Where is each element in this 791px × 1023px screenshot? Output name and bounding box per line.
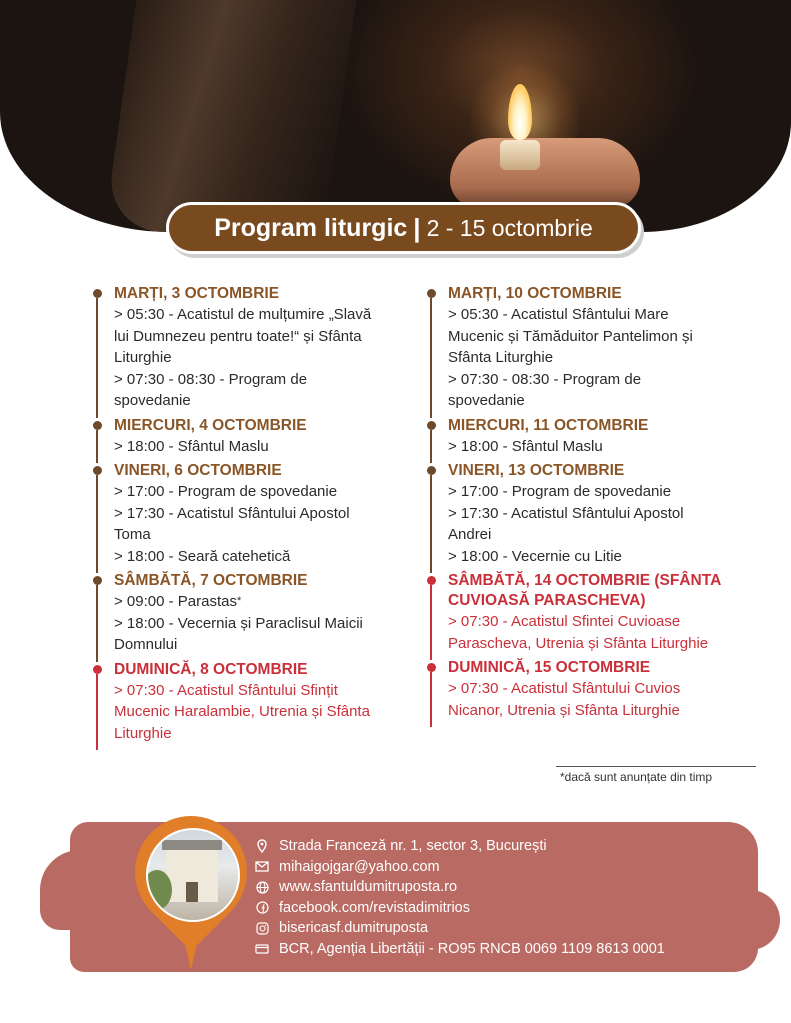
facebook-row[interactable] xyxy=(254,898,665,919)
event-line: Parascheva, Utrenia și Sfânta Liturghie xyxy=(448,634,709,652)
event-line: > 05:30 - Acatistul de mulțumire „Slavă xyxy=(114,306,372,323)
timeline-bar xyxy=(430,585,432,660)
schedule-column-right xyxy=(430,284,750,725)
day-title: VINERI, 6 OCTOMBRIE xyxy=(114,462,282,479)
facebook-icon xyxy=(254,901,270,915)
event-line: > 17:00 - Program de spovedanie xyxy=(448,483,672,500)
website-link[interactable]: www.sfantuldumitruposta.ro xyxy=(279,879,458,896)
location-pin-icon xyxy=(254,839,270,853)
day-title: SÂMBĂTĂ, 14 OCTOMBRIE (SFÂNTA xyxy=(448,572,722,589)
timeline-dot xyxy=(427,289,436,298)
event-line: > 07:30 - Acatistul Sfintei Cuvioase xyxy=(448,613,681,630)
timeline-bar xyxy=(430,475,432,573)
contact-info xyxy=(254,836,665,959)
bank-account-text: BCR, Agenția Libertății - RO95 RNCB 0069 1109 8613 0001 xyxy=(279,940,665,957)
footnote-divider xyxy=(556,766,756,767)
day-title: DUMINICĂ, 8 OCTOMBRIE xyxy=(114,660,308,678)
schedule-column-left xyxy=(96,284,416,748)
timeline-bar xyxy=(430,672,432,727)
day-title: MIERCURI, 11 OCTOMBRIE xyxy=(448,416,649,434)
event-line: Mucenic și Tămăduitor Pantelimon și xyxy=(448,327,693,345)
day-entry xyxy=(430,461,750,567)
event-line: > 18:00 - Vecernia și Paraclisul Maicii xyxy=(114,614,363,632)
timeline-dot xyxy=(93,665,102,674)
page-title xyxy=(166,202,641,254)
day-title: VINERI, 13 OCTOMBRIE xyxy=(448,462,625,479)
hero-hand xyxy=(450,138,640,208)
hero-robe xyxy=(104,0,357,232)
timeline-dot xyxy=(427,466,436,475)
instagram-row[interactable] xyxy=(254,918,665,939)
day-entry xyxy=(430,658,750,721)
title-dates: 2 - 15 octombrie xyxy=(426,214,593,241)
tree xyxy=(146,870,172,910)
timeline-dot xyxy=(427,576,436,585)
timeline-dot xyxy=(427,421,436,430)
event-line: Andrei xyxy=(448,526,492,543)
church-door xyxy=(186,882,198,902)
event-line: > 07:30 - Acatistul Sfântului Sfințit xyxy=(114,681,338,699)
timeline-bar xyxy=(430,430,432,464)
website-row[interactable] xyxy=(254,877,665,898)
day-title: DUMINICĂ, 15 OCTOMBRIE xyxy=(448,659,651,676)
day-title: MIERCURI, 4 OCTOMBRIE xyxy=(114,416,307,434)
day-entry xyxy=(430,416,750,458)
event-line: spovedanie xyxy=(114,392,191,409)
bank-row xyxy=(254,939,665,960)
event-line: lui Dumnezeu pentru toate!“ și Sfânta xyxy=(114,327,362,345)
timeline-bar xyxy=(96,674,98,751)
bank-card-icon xyxy=(254,942,270,956)
timeline-bar xyxy=(96,298,98,418)
day-title: MARȚI, 3 OCTOMBRIE xyxy=(114,285,280,302)
event-line: > 18:00 - Seară catehetică xyxy=(114,547,291,565)
day-entry xyxy=(96,284,416,412)
timeline-dot xyxy=(93,289,102,298)
hero-image xyxy=(0,0,791,232)
event-line xyxy=(114,591,416,613)
event-line: > 17:30 - Acatistul Sfântului Apostol xyxy=(448,504,684,522)
event-line: Mucenic Haralambie, Utrenia și Sfânta xyxy=(114,703,370,720)
event-line: > 07:30 - 08:30 - Program de xyxy=(448,370,642,388)
timeline-dot xyxy=(93,421,102,430)
event-line: Toma xyxy=(114,526,151,543)
day-title-continued: CUVIOASĂ PARASCHEVA) xyxy=(448,592,646,609)
day-entry xyxy=(430,571,750,654)
timeline-bar xyxy=(430,298,432,418)
email-row[interactable] xyxy=(254,857,665,878)
instagram-link[interactable]: bisericasf.dumitruposta xyxy=(279,920,429,937)
day-entry xyxy=(96,461,416,567)
event-line: Nicanor, Utrenia și Sfânta Liturghie xyxy=(448,701,680,719)
event-line: > 18:00 - Vecernie cu Litie xyxy=(448,547,622,565)
event-line: > 17:00 - Program de spovedanie xyxy=(114,483,338,500)
church-building xyxy=(166,848,218,902)
day-entry xyxy=(96,660,416,745)
event-line: > 17:30 - Acatistul Sfântului Apostol xyxy=(114,504,350,522)
address-text: Strada Franceză nr. 1, sector 3, București xyxy=(279,838,547,855)
timeline-bar xyxy=(96,430,98,464)
day-entry xyxy=(430,284,750,412)
instagram-icon xyxy=(254,921,270,935)
footnote: *dacă sunt anunțate din timp xyxy=(560,770,713,784)
footer-brush-edge xyxy=(700,890,780,950)
address-row xyxy=(254,836,665,857)
event-line: > 18:00 - Sfântul Maslu xyxy=(114,437,269,455)
timeline-dot xyxy=(93,576,102,585)
timeline-dot xyxy=(93,466,102,475)
day-entry xyxy=(96,416,416,458)
church-photo xyxy=(146,828,240,922)
church-roof xyxy=(162,840,222,850)
timeline-bar xyxy=(96,585,98,662)
day-title: MARȚI, 10 OCTOMBRIE xyxy=(448,285,622,302)
title-main: Program liturgic xyxy=(214,213,408,242)
timeline-dot xyxy=(427,663,436,672)
facebook-link[interactable]: facebook.com/revistadimitrios xyxy=(279,899,470,916)
event-line: > 07:30 - 08:30 - Program de xyxy=(114,370,308,388)
globe-icon xyxy=(254,880,270,894)
title-separator: | xyxy=(413,212,421,243)
event-line: Domnului xyxy=(114,636,178,653)
event-line: > 18:00 - Sfântul Maslu xyxy=(448,437,603,455)
event-line: > 07:30 - Acatistul Sfântului Cuvios xyxy=(448,680,681,697)
event-text: > 09:00 - Parastas xyxy=(114,593,237,610)
email-link[interactable]: mihaigojgar@yahoo.com xyxy=(279,858,440,875)
candle xyxy=(500,140,540,170)
event-line: Liturghie xyxy=(114,349,172,366)
footnote-mark: * xyxy=(237,595,242,607)
timeline-bar xyxy=(96,475,98,573)
event-line: Sfânta Liturghie xyxy=(448,349,554,366)
day-title: SÂMBĂTĂ, 7 OCTOMBRIE xyxy=(114,572,308,589)
day-entry xyxy=(96,571,416,656)
event-line: > 05:30 - Acatistul Sfântului Mare xyxy=(448,306,669,323)
event-line: Liturghie xyxy=(114,724,172,742)
email-icon xyxy=(254,860,270,874)
event-line: spovedanie xyxy=(448,392,525,409)
